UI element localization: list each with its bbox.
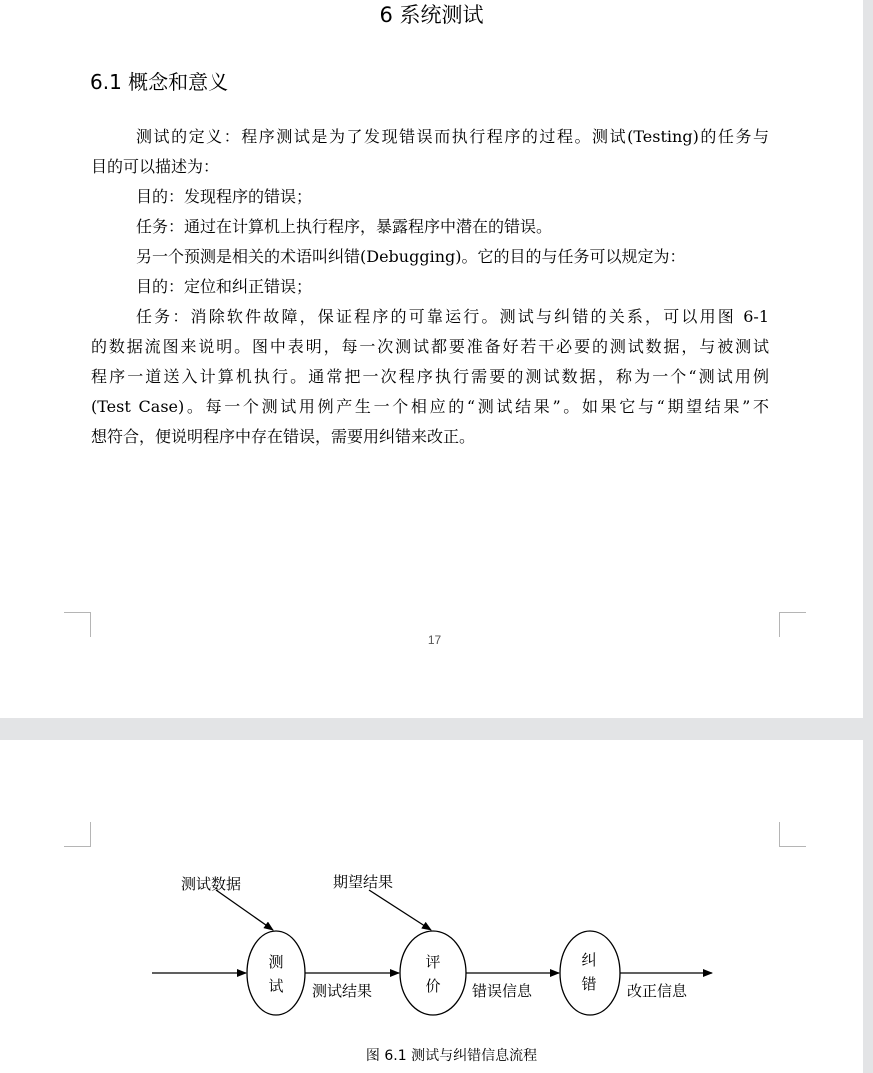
node-debug-line1: 纠 bbox=[581, 951, 597, 969]
margin-corner-top-left bbox=[64, 822, 91, 847]
section-title: 6.1 概念和意义 bbox=[90, 70, 229, 94]
paragraph-line: 测试的定义：程序测试是为了发现错误而执行程序的过程。测试(Testing)的任务与 bbox=[136, 127, 769, 146]
node-debug-line2: 错 bbox=[581, 975, 597, 993]
figure-caption: 图 6.1 测试与纠错信息流程 bbox=[365, 1048, 538, 1064]
chapter-title: 6 系统测试 bbox=[379, 3, 484, 27]
paragraph-line: (Test Case)。每一个测试用例产生一个相应的“测试结果”。如果它与“期望结果”不 bbox=[91, 397, 769, 416]
node-test-line1: 测 bbox=[268, 953, 284, 971]
flow-label-error-info: 错误信息 bbox=[472, 982, 533, 1000]
vertical-scrollbar[interactable] bbox=[864, 0, 873, 1073]
body-paragraphs bbox=[91, 122, 769, 452]
input-label-test-data: 测试数据 bbox=[181, 875, 242, 893]
paragraph-line: 目的可以描述为： bbox=[91, 157, 220, 176]
input-label-expected-result: 期望结果 bbox=[333, 873, 394, 891]
document-page-18 bbox=[0, 740, 863, 1073]
paragraph-line: 想符合，便说明程序中存在错误，需要用纠错来改正。 bbox=[91, 427, 476, 446]
node-evaluate-line1: 评 bbox=[425, 953, 441, 971]
node-evaluate-line2: 价 bbox=[425, 977, 441, 995]
node-test-line2: 试 bbox=[268, 977, 284, 995]
paragraph-line: 的数据流图来说明。图中表明，每一次测试都要准备好若干必要的测试数据，与被测试 bbox=[91, 337, 769, 356]
flow-label-correction-info: 改正信息 bbox=[627, 982, 688, 1000]
paragraph-line: 任务：通过在计算机上执行程序，暴露程序中潜在的错误。 bbox=[136, 217, 553, 236]
page-number: 17 bbox=[427, 633, 442, 647]
paragraph-line: 目的：定位和纠正错误； bbox=[136, 277, 313, 296]
paragraph-line: 目的：发现程序的错误； bbox=[136, 187, 313, 206]
paragraph-line: 另一个预测是相关的术语叫纠错(Debugging)。它的目的与任务可以规定为： bbox=[136, 247, 686, 266]
paragraph-line: 程序一道送入计算机执行。通常把一次程序执行需要的测试数据，称为一个“测试用例 bbox=[91, 367, 769, 386]
paragraph-line: 任务：消除软件故障，保证程序的可靠运行。测试与纠错的关系，可以用图 6-1 bbox=[136, 307, 769, 326]
margin-corner-top-right bbox=[779, 822, 806, 847]
flow-label-test-result: 测试结果 bbox=[312, 982, 373, 1000]
test-debug-flow-diagram bbox=[140, 868, 730, 1038]
